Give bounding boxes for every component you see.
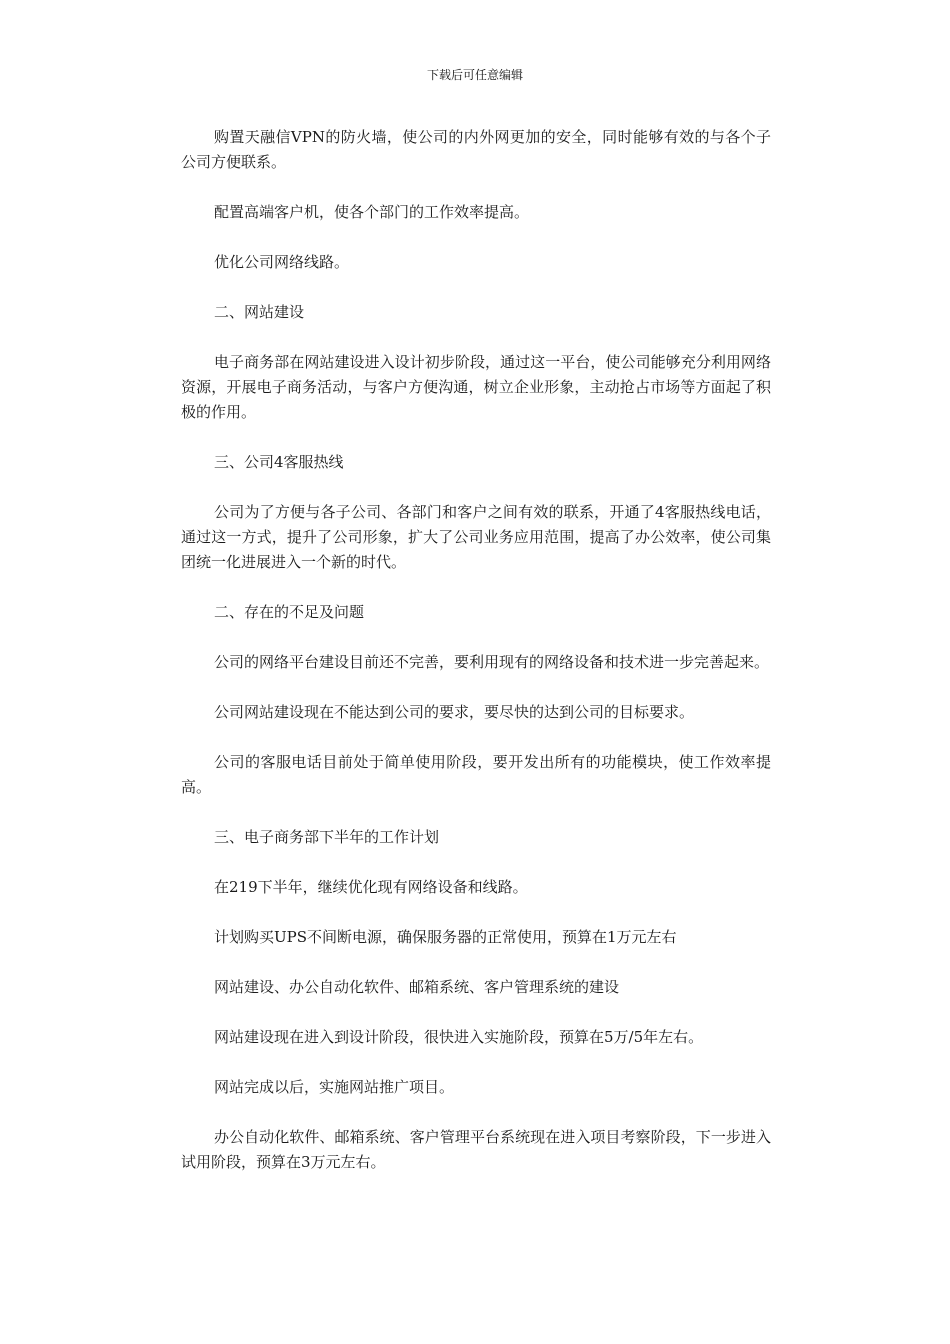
document-body xyxy=(181,125,771,1175)
paragraph-plan-website-budget: 网站建设现在进入到设计阶段，很快进入实施阶段，预算在5万/5年左右。 xyxy=(214,1028,704,1046)
paragraph-plan-ups: 计划购买UPS不间断电源，确保服务器的正常使用，预算在1万元左右 xyxy=(214,928,677,946)
section-heading-hotline: 三、公司4客服热线 xyxy=(214,453,344,471)
paragraph-plan-promotion: 网站完成以后，实施网站推广项目。 xyxy=(214,1078,455,1096)
paragraph-plan-systems: 网站建设、办公自动化软件、邮箱系统、客户管理系统的建设 xyxy=(214,978,620,996)
paragraph-hotline: 公司为了方便与各子公司、各部门和客户之间有效的联系，开通了4客服热线电话，通过这一方式，提升了公司形象，扩大了公司业务应用范围，提高了办公效率，使公司集团统一化进展进入一个新的时代。 xyxy=(181,503,771,571)
paragraph-problem-service-phone: 公司的客服电话目前处于简单使用阶段，要开发出所有的功能模块，使工作效率提高。 xyxy=(181,753,771,796)
paragraph-plan-office-automation: 办公自动化软件、邮箱系统、客户管理平台系统现在进入项目考察阶段，下一步进入试用阶段，预算在3万元左右。 xyxy=(181,1128,771,1171)
paragraph-website-construction: 电子商务部在网站建设进入设计初步阶段，通过这一平台，使公司能够充分利用网络资源，开展电子商务活动，与客户方便沟通，树立企业形象，主动抢占市场等方面起了积极的作用。 xyxy=(181,353,771,421)
paragraph-problem-platform: 公司的网络平台建设目前还不完善，要利用现有的网络设备和技术进一步完善起来。 xyxy=(214,653,770,671)
paragraph-client-machines: 配置高端客户机，使各个部门的工作效率提高。 xyxy=(214,203,530,221)
paragraph-plan-optimize: 在219下半年，继续优化现有网络设备和线路。 xyxy=(214,878,528,896)
section-heading-website: 二、网站建设 xyxy=(214,303,305,321)
paragraph-network-lines: 优化公司网络线路。 xyxy=(214,253,350,271)
section-heading-plan: 三、电子商务部下半年的工作计划 xyxy=(214,828,440,846)
paragraph-firewall: 购置天融信VPN的防火墙，使公司的内外网更加的安全，同时能够有效的与各个子公司方便联系。 xyxy=(181,128,771,171)
page-header: 下载后可任意编辑 xyxy=(426,68,523,82)
section-heading-problems: 二、存在的不足及问题 xyxy=(214,603,365,621)
paragraph-problem-website: 公司网站建设现在不能达到公司的要求，要尽快的达到公司的目标要求。 xyxy=(214,703,695,721)
